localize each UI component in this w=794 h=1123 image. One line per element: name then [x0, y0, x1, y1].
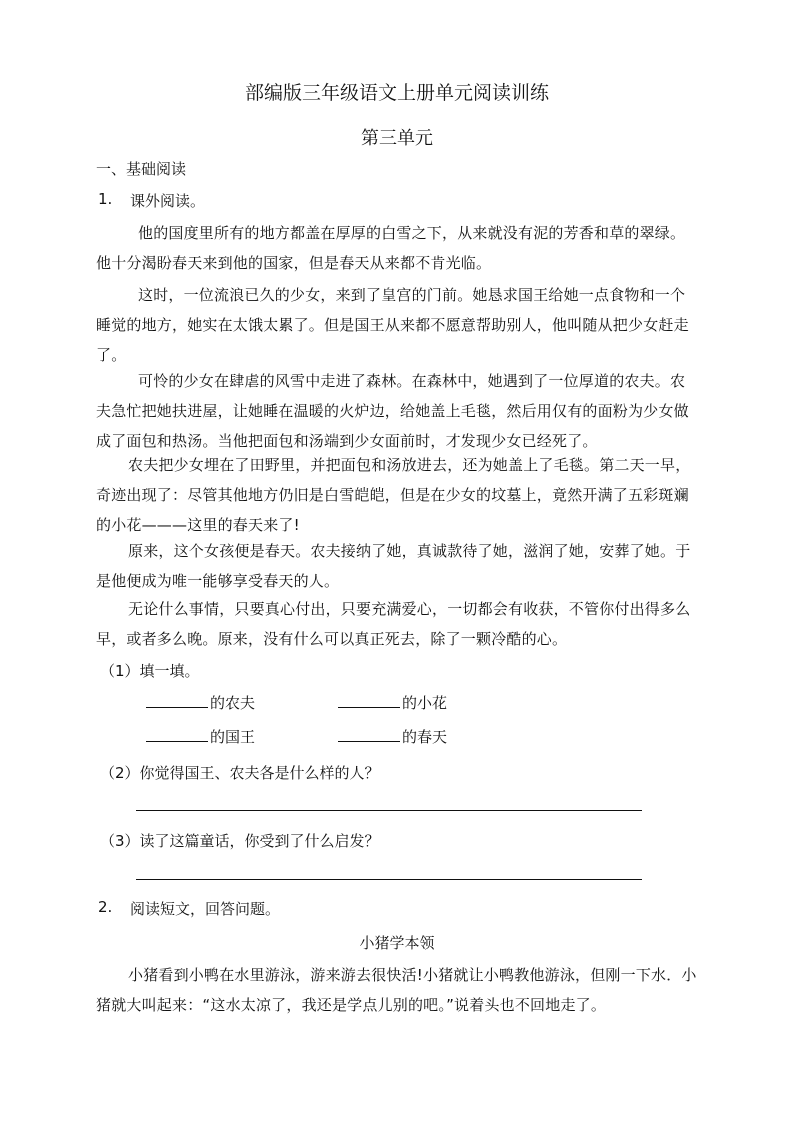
section-heading: 一、基础阅读	[96, 160, 187, 178]
doc-title: 部编版三年级语文上册单元阅读训练	[244, 82, 549, 104]
q1-paragraph: 无论什么事情，只要真心付出，只要充满爱心，一切都会有收获，不管你付出得多么早，或者多么晚。原来，没有什么可以真正死去，除了一颗冷酷的心。	[96, 600, 691, 648]
unit-title: 第三单元	[361, 128, 433, 149]
q1-paragraph: 这时，一位流浪已久的少女，来到了皇宫的门前。她恳求国王给她一点食物和一个睡觉的地方，她实在太饿太累了。但是国王从来都不愿意帮助别人，他叫随从把少女赶走了。	[96, 286, 689, 364]
fill-blank-item[interactable]: 的农夫	[146, 692, 255, 713]
question-2-instruction: 阅读短文，回答问题。	[130, 900, 281, 918]
answer-blank[interactable]	[146, 727, 208, 742]
story-title: 小猪学本领	[359, 934, 435, 952]
sub-question-1-label: （1）填一填。	[100, 662, 200, 680]
q2-paragraph: 小猪看到小鸭在水里游泳，游来游去很快活!小猪就让小鸭教他游泳，但刚一下水．小猪就大叫起来：“这水太凉了，我还是学点儿别的吧。”说着头也不回地走了。	[96, 966, 697, 1014]
answer-blank[interactable]	[338, 727, 400, 742]
q1-paragraph: 可怜的少女在肆虐的风雪中走进了森林。在森林中，她遇到了一位厚道的农夫。农夫急忙把她扶进屋，让她睡在温暖的火炉边，给她盖上毛毯，然后用仅有的面粉为少女做成了面包和热汤。当他把面包和汤端到少女面前时，才发现少女已经死了。	[96, 372, 689, 450]
answer-blank[interactable]	[338, 693, 400, 708]
answer-blank[interactable]	[146, 693, 208, 708]
answer-line[interactable]	[136, 879, 642, 880]
q1-paragraph: 他的国度里所有的地方都盖在厚厚的白雪之下，从来就没有泥的芳香和草的翠绿。他十分渴盼春天来到他的国家，但是春天从来都不肯光临。	[96, 224, 686, 272]
sub-question-3-label: （3）读了这篇童话，你受到了什么启发？	[100, 832, 380, 850]
question-1-instruction: 课外阅读。	[130, 192, 206, 210]
fill-blank-item[interactable]: 的国王	[146, 726, 255, 747]
fill-blank-item[interactable]: 的小花	[338, 692, 447, 713]
q1-paragraph: 原来，这个女孩便是春天。农夫接纳了她，真诚款待了她，滋润了她，安葬了她。于是他便成为唯一能够享受春天的人。	[96, 542, 691, 590]
fill-blank-item[interactable]: 的春天	[338, 726, 447, 747]
q1-paragraph: 农夫把少女埋在了田野里，并把面包和汤放进去，还为她盖上了毛毯。第二天一早，奇迹出现了：尽管其他地方仍旧是白雪皑皑，但是在少女的坟墓上，竟然开满了五彩斑斓的小花———这里的春天来了!	[96, 456, 691, 534]
question-1-number: 1.	[98, 190, 113, 208]
answer-line[interactable]	[136, 810, 642, 811]
question-2-number: 2.	[98, 898, 113, 916]
sub-question-2-label: （2）你觉得国王、农夫各是什么样的人？	[100, 764, 380, 782]
